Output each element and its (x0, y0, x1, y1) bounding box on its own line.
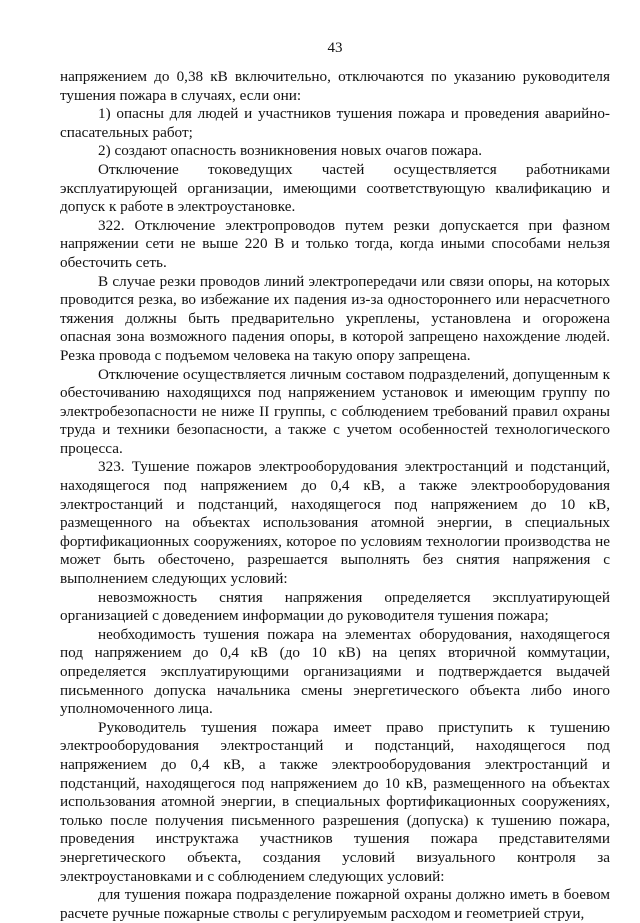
clause-322: 322. Отключение электропроводов путем резки допускается при фазном напряжении сети не выше 220 В и только тогда, когда иными способами нельзя обесточить сеть. (60, 216, 610, 271)
paragraph: Отключение токоведущих частей осуществляется работниками эксплуатирующей организации, имеющими соответствующую квалификацию и допуск к работе в электроустановке. (60, 160, 610, 216)
paragraph-continuation: напряжением до 0,38 кВ включительно, отключаются по указанию руководителя тушения пожара в случаях, если они: (60, 68, 610, 104)
condition-item: для тушения пожара подразделение пожарной охраны должно иметь в боевом расчете ручные пожарные стволы с регулируемым расходом и геометрией струи, (60, 886, 610, 922)
paragraph: Руководитель тушения пожара имеет право приступить к тушению электрооборудования электростанций и подстанций, находящегося под напряжением до 0,4 кВ, а также электрооборудования электростанций и подстанций, находящегося под напряжением до 10 кВ, размещенного на объектах использования атомной энергии, в специальных фортификационных сооружениях, только после получения письменного разрешения (допуска) к тушению пожара, проведения инструктажа участников тушения пожара представителями энергетического объекта, создания условий визуального контроля за электроустановками и с соблюдением следующих условий: (60, 718, 610, 885)
paragraph: Отключение осуществляется личным составом подразделений, допущенным к обесточиванию находящихся под напряжением установок и имеющим группу по электробезопасности не ниже II группы, с соблюдением требований правил охраны труда и техники безопасности, а также с учетом особенностей технологического процесса. (60, 365, 610, 457)
list-item-1: 1) опасны для людей и участников тушения пожара и проведения аварийно-спасательных работ; (60, 105, 610, 141)
condition-item: необходимость тушения пожара на элементах оборудования, находящегося под напряжением до 0,4 кВ (до 10 кВ) на цепях вторичной коммутации, определяется эксплуатирующими организациями и подтверждается выдачей письменного допуска начальника смены энергетического объекта либо иного уполномоченного лица. (60, 625, 610, 718)
condition-item: невозможность снятия напряжения определяется эксплуатирующей организацией с доведением информации до руководителя тушения пожара; (60, 588, 610, 625)
list-item-2: 2) создают опасность возникновения новых очагов пожара. (98, 142, 483, 160)
clause-323: 323. Тушение пожаров электрооборудования электростанций и подстанций, находящегося под напряжением до 0,4 кВ, а также электрооборудования электростанций и подстанций, находящегося под напряжением до 10 кВ, размещенного на объектах использования атомной энергии, в специальных фортификационных сооружениях, которое по условиям технологии производства не может быть обесточено, разрешается выполнять без снятия напряжения с выполнением следующих условий: (60, 458, 610, 588)
page-number: 43 (327, 40, 343, 56)
document-body (60, 68, 610, 923)
paragraph: В случае резки проводов линий электропередачи или связи опоры, на которых проводится резка, во избежание их падения из-за одностороннего или нерасчетного тяжения должны быть предварительно укреплены, установлена и огорожена опасная зона возможного падения опоры, в которой запрещено нахождение людей. Резка провода с подъемом человека на такую опору запрещена. (60, 272, 610, 364)
